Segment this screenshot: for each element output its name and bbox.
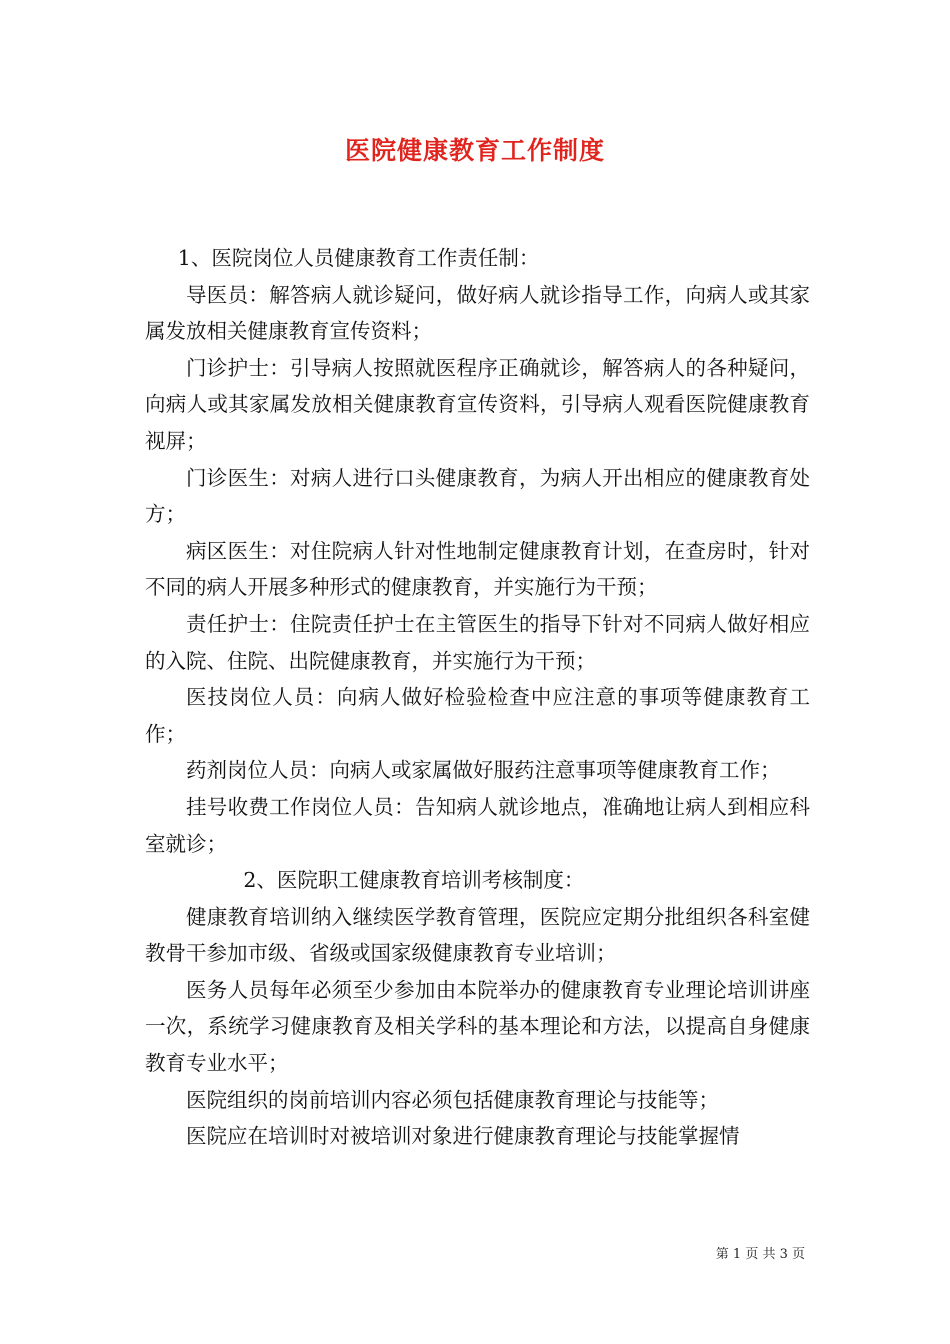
page-title: 医院健康教育工作制度 [344,136,605,165]
page-number: 第 1 页 共 3 页 [715,1247,805,1262]
paragraph-pharmacy-staff: 药剂岗位人员：向病人或家属做好服药注意事项等健康教育工作； [186,758,781,783]
paragraph-ward-doctor: 病区医生：对住院病人针对性地制定健康教育计划，在查房时，针对不同的病人开展多种形式的健康教育，并实施行为干预； [145,538,810,600]
paragraph-training-management: 健康教育培训纳入继续医学教育管理，医院应定期分批组织各科室健教骨干参加市级、省级或国家级健康教育专业培训； [145,904,810,966]
paragraph-registration-staff: 挂号收费工作岗位人员：告知病人就诊地点，准确地让病人到相应科室就诊； [145,794,810,856]
paragraph-guide-staff: 导医员：解答病人就诊疑问，做好病人就诊指导工作，向病人或其家属发放相关健康教育宣传资料； [145,282,810,344]
paragraph-annual-lecture: 医务人员每年必须至少参加由本院举办的健康教育专业理论培训讲座一次，系统学习健康教育及相关学科的基本理论和方法，以提高自身健康教育专业水平； [145,977,810,1076]
section-heading-2: 2、医院职工健康教育培训考核制度： [243,868,585,893]
paragraph-medical-tech-staff: 医技岗位人员：向病人做好检验检查中应注意的事项等健康教育工作； [145,685,810,746]
paragraph-training-assessment: 医院应在培训时对被培训对象进行健康教育理论与技能掌握情 [186,1124,740,1149]
paragraph-outpatient-nurse: 门诊护士：引导病人按照就医程序正确就诊，解答病人的各种疑问，向病人或其家属发放相关健康教育宣传资料，引导病人观看医院健康教育视屏； [145,355,810,453]
document-body [145,240,810,1155]
section-heading-1: 1、医院岗位人员健康教育工作责任制： [177,246,540,270]
paragraph-outpatient-doctor: 门诊医生：对病人进行口头健康教育，为病人开出相应的健康教育处方； [145,465,810,527]
paragraph-responsible-nurse: 责任护士：住院责任护士在主管医生的指导下针对不同病人做好相应的入院、住院、出院健康教育，并实施行为干预； [145,611,810,673]
paragraph-pre-job-training: 医院组织的岗前培训内容必须包括健康教育理论与技能等； [186,1087,719,1112]
